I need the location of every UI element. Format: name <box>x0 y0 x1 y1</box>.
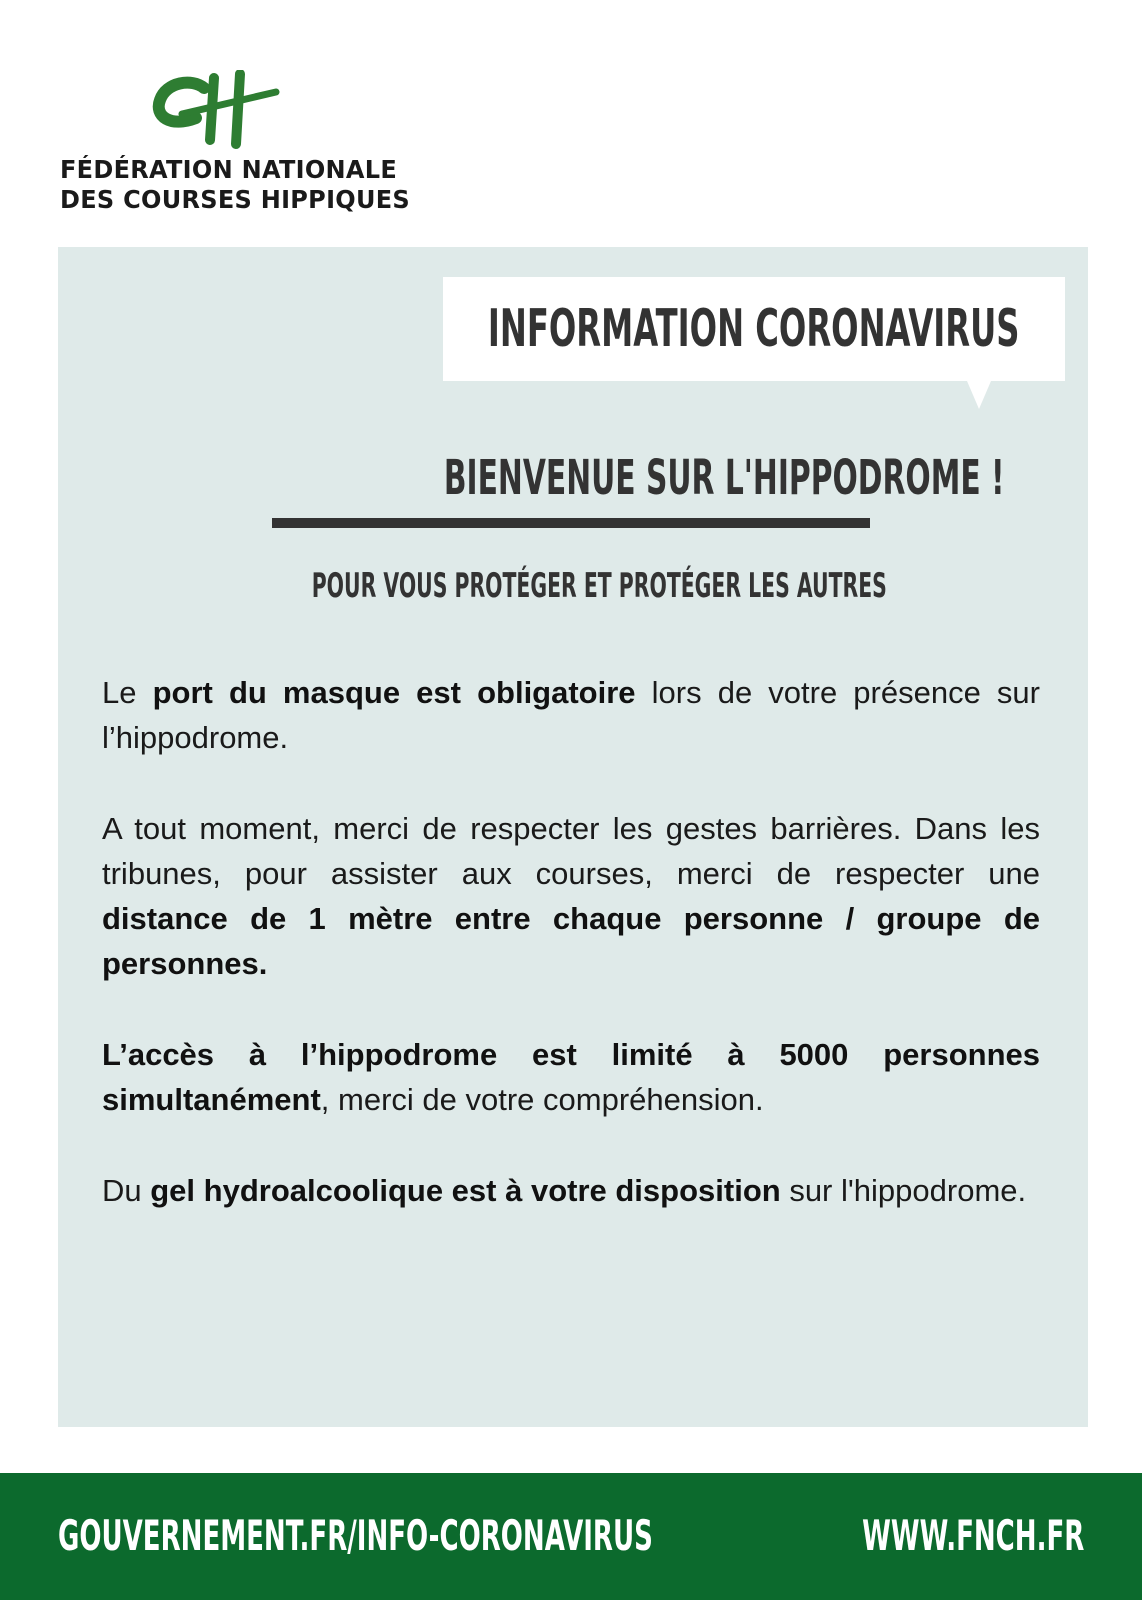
subtitle-text: POUR VOUS PROTÉGER ET PROTÉGER LES AUTRES <box>311 566 887 606</box>
welcome-heading-text: BIENVENUE SUR L'HIPPODROME ! <box>443 450 1005 506</box>
paragraph-gel <box>102 1168 1040 1213</box>
paragraph-emphasis: L’accès à l’hippodrome est limité à 5000 personnes simultanément <box>102 1037 1040 1117</box>
paragraph-text: Le <box>102 675 153 710</box>
paragraph-distance <box>102 806 1040 986</box>
paragraph-text: lors de votre présence sur l’hippodrome. <box>102 675 1040 755</box>
footer-bar <box>0 1473 1142 1600</box>
logo-line-2: DES COURSES HIPPIQUES <box>60 185 411 214</box>
paragraph-capacity <box>102 1032 1040 1122</box>
paragraph-emphasis: port du masque est obligatoire <box>152 675 636 710</box>
info-badge <box>443 277 1065 381</box>
paragraph-emphasis: distance de 1 mètre entre chaque personne / groupe de personnes. <box>102 901 1040 981</box>
ch-monogram-icon <box>152 70 282 150</box>
heading-underline <box>272 518 870 528</box>
paragraph-text: Du <box>102 1173 151 1208</box>
fnch-logo <box>60 70 411 220</box>
paragraph-text: , merci de votre compréhension. <box>320 1082 764 1117</box>
badge-title: INFORMATION CORONAVIRUS <box>488 299 1020 359</box>
speech-bubble-tail <box>967 381 991 409</box>
subtitle <box>120 566 1022 606</box>
footer-fnch-link[interactable]: WWW.FNCH.FR <box>861 1511 1084 1560</box>
welcome-heading <box>272 450 1005 506</box>
footer-gov-link[interactable]: GOUVERNEMENT.FR/INFO-CORONAVIRUS <box>58 1511 653 1560</box>
paragraph-text: sur l'hippodrome. <box>780 1173 1027 1208</box>
paragraph-mask <box>102 670 1040 760</box>
paragraph-emphasis: gel hydroalcoolique est à votre disposition <box>150 1173 781 1208</box>
paragraph-text: A tout moment, merci de respecter les gestes barrières. Dans les tribunes, pour assister aux courses, merci de respecter une <box>102 811 1040 891</box>
logo-line-1: FÉDÉRATION NATIONALE <box>60 155 398 184</box>
